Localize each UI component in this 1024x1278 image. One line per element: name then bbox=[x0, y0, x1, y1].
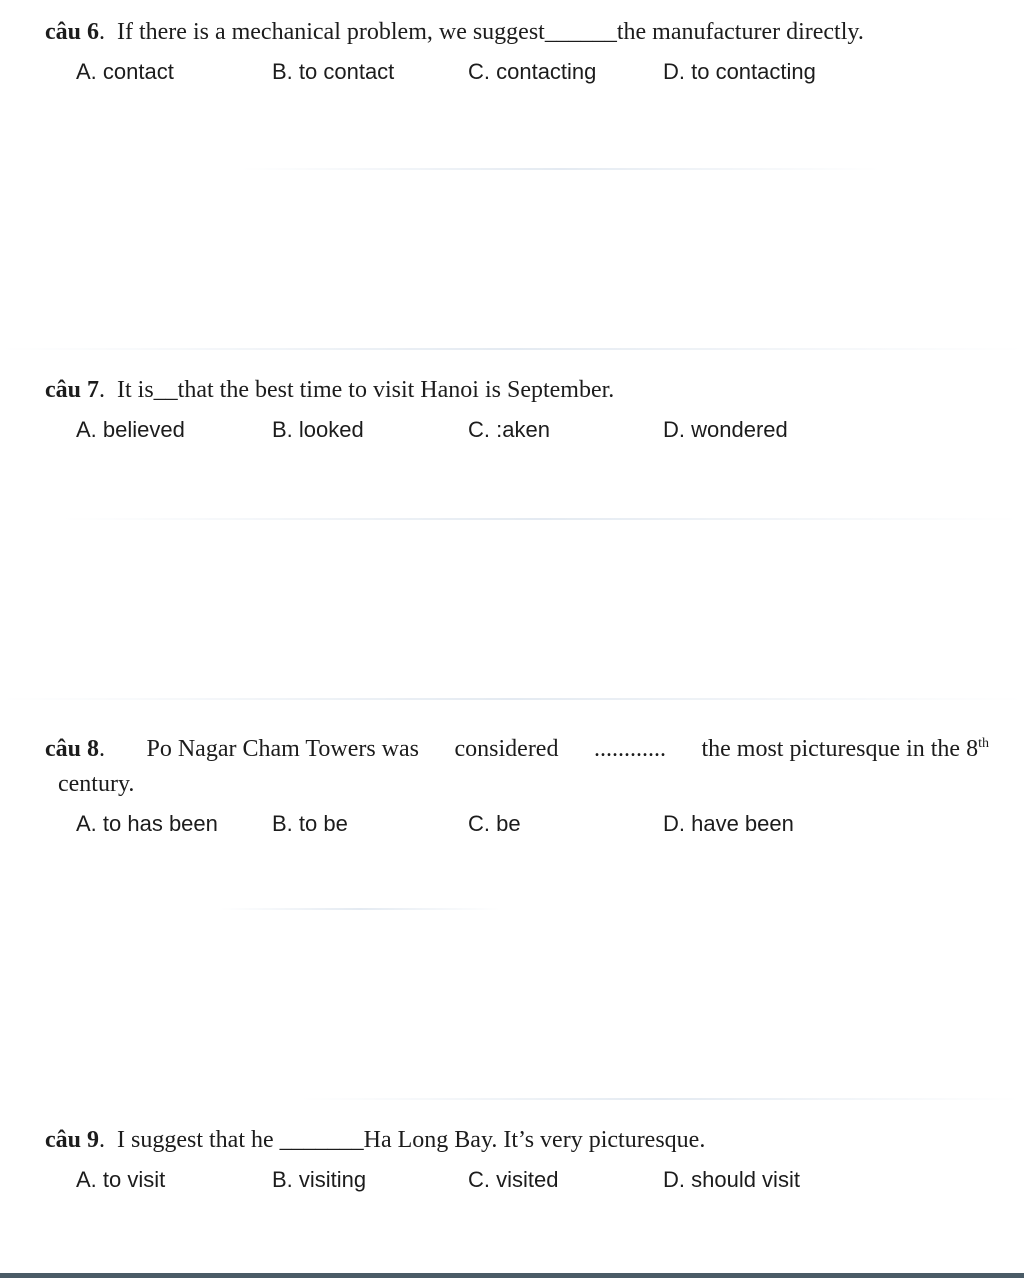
stem-text-before: It is bbox=[117, 377, 154, 403]
option-b[interactable]: B. to contact bbox=[272, 59, 395, 84]
question-8 bbox=[45, 732, 994, 842]
option-a[interactable]: A. contact bbox=[76, 59, 174, 84]
question-number: câu 8 bbox=[45, 736, 99, 762]
stem-text-part-3: the most picturesque in the 8 bbox=[701, 736, 979, 762]
option-c[interactable]: C. visited bbox=[468, 1167, 559, 1192]
option-d[interactable]: D. to contacting bbox=[663, 59, 816, 84]
scan-artifact-line bbox=[220, 908, 500, 910]
question-number: câu 7 bbox=[45, 377, 99, 403]
option-c[interactable]: C. be bbox=[468, 811, 521, 836]
scan-artifact-line bbox=[0, 348, 1024, 350]
stem-text-before: I suggest that he bbox=[117, 1127, 274, 1153]
stem-text-before: If there is a mechanical problem, we suggest bbox=[117, 19, 545, 45]
stem-text-part-1: Po Nagar Cham Towers was bbox=[146, 736, 419, 762]
answer-options bbox=[45, 1162, 994, 1198]
question-6 bbox=[45, 15, 994, 90]
answer-blank: ............ bbox=[593, 736, 666, 762]
option-d[interactable]: D. wondered bbox=[663, 417, 788, 442]
answer-options bbox=[45, 806, 994, 842]
scan-artifact-line bbox=[300, 1098, 1020, 1100]
question-stem: câu 7. It is__that the best time to visit Hanoi is September. bbox=[45, 377, 615, 403]
bottom-border-bar bbox=[0, 1273, 1024, 1278]
option-a[interactable]: A. believed bbox=[76, 417, 185, 442]
answer-blank: __ bbox=[153, 377, 178, 403]
option-c[interactable]: C. :aken bbox=[468, 417, 550, 442]
stem-continuation: century. bbox=[58, 771, 135, 797]
question-stem: câu 6. If there is a mechanical problem, we suggest______the manufacturer directly. bbox=[45, 19, 864, 45]
stem-text-after: Ha Long Bay. It’s very picturesque. bbox=[363, 1127, 706, 1153]
stem-text-after: the manufacturer directly. bbox=[616, 19, 864, 45]
stem-text-part-2: considered bbox=[454, 736, 559, 762]
answer-options bbox=[45, 412, 994, 448]
question-number: câu 9 bbox=[45, 1127, 99, 1153]
question-7 bbox=[45, 373, 994, 448]
option-b[interactable]: B. visiting bbox=[272, 1167, 367, 1192]
answer-blank: _______ bbox=[279, 1127, 364, 1153]
question-9 bbox=[45, 1123, 994, 1198]
answer-blank: ______ bbox=[544, 19, 617, 45]
option-a[interactable]: A. to visit bbox=[76, 1167, 166, 1192]
option-c[interactable]: C. contacting bbox=[468, 59, 597, 84]
option-b[interactable]: B. to be bbox=[272, 811, 348, 836]
scan-artifact-line bbox=[240, 168, 880, 170]
ordinal-suffix: th bbox=[978, 736, 989, 751]
option-d[interactable]: D. have been bbox=[663, 811, 794, 836]
question-stem: câu 8. Po Nagar Cham Towers was considered ............ the most picturesque in the 8th bbox=[45, 732, 989, 767]
answer-options bbox=[45, 54, 994, 90]
scan-artifact-line bbox=[0, 698, 1024, 700]
scan-artifact-line bbox=[60, 518, 1020, 520]
option-a[interactable]: A. to has been bbox=[76, 811, 218, 836]
question-stem: câu 9. I suggest that he _______Ha Long Bay. It’s very picturesque. bbox=[45, 1127, 706, 1153]
question-number: câu 6 bbox=[45, 19, 99, 45]
option-d[interactable]: D. should visit bbox=[663, 1167, 800, 1192]
option-b[interactable]: B. looked bbox=[272, 417, 364, 442]
stem-text-after: that the best time to visit Hanoi is September. bbox=[177, 377, 615, 403]
